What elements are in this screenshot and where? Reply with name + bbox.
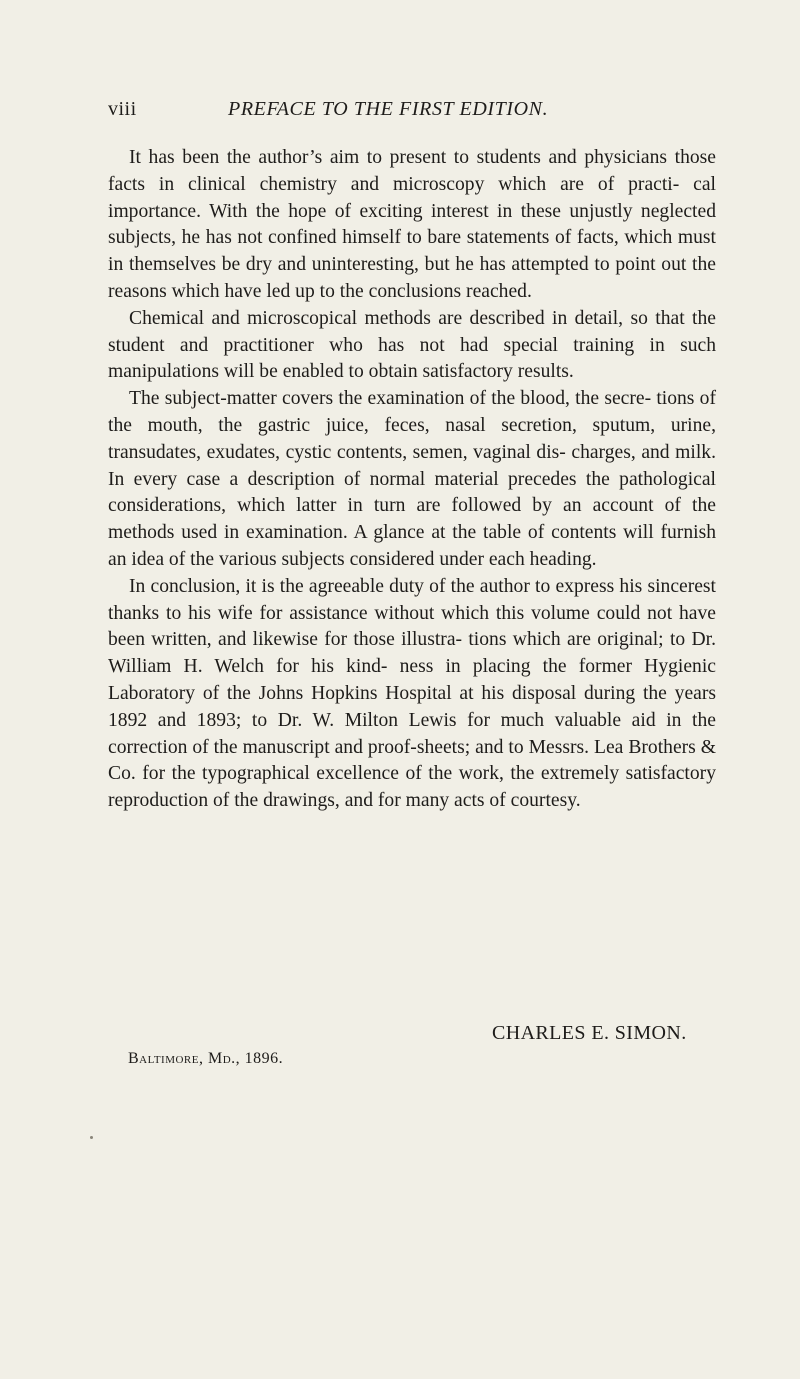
paragraph-3: The subject-matter covers the examination of the blood, the secre- tions of the mouth, the gastric juice, feces, nasal secretion, sputum, urine, transudates, exudates, cystic contents, semen, vaginal dis- charges, and milk. In every case a description of normal material precedes the pathological considerations, which latter in turn are followed by an account of the methods used in examination. A glance at the table of contents will furnish an idea of the various subjects considered under each heading. bbox=[108, 388, 716, 570]
running-title: PREFACE TO THE FIRST EDITION. bbox=[228, 98, 549, 120]
page-header bbox=[108, 98, 708, 128]
page-number: viii bbox=[108, 98, 137, 120]
preface-body bbox=[108, 145, 716, 815]
author-signature: CHARLES E. SIMON. bbox=[492, 1022, 687, 1044]
paragraph-1: It has been the author’s aim to present to students and physicians those facts in clinical chemistry and microscopy which are of practi- cal importance. With the hope of exciting interest in these unjustly neglected subjects, he has not confined himself to bare statements of facts, which must in themselves be dry and uninteresting, but he has attempted to point out the reasons which have led up to the conclusions reached. bbox=[108, 147, 716, 302]
print-speck bbox=[90, 1136, 93, 1139]
paragraph-4: In conclusion, it is the agreeable duty of the author to express his sincerest thanks to his wife for assistance without which this volume could not have been written, and likewise for those illustra- tions which are original; to Dr. William H. Welch for his kind- ness in placing the former Hygienic Laboratory of the Johns Hopkins Hospital at his disposal during the years 1892 and 1893; to Dr. W. Milton Lewis for much valuable aid in the correction of the manuscript and proof-sheets; and to Messrs. Lea Brothers & Co. for the typographical excellence of the work, the extremely satisfactory reproduction of the drawings, and for many acts of courtesy. bbox=[108, 575, 716, 812]
paragraph-2: Chemical and microscopical methods are described in detail, so that the student and practitioner who has not had special training in such manipulations will be enabled to obtain satisfactory results. bbox=[108, 307, 716, 383]
place-date-line: Baltimore, Md., 1896. bbox=[128, 1050, 284, 1067]
